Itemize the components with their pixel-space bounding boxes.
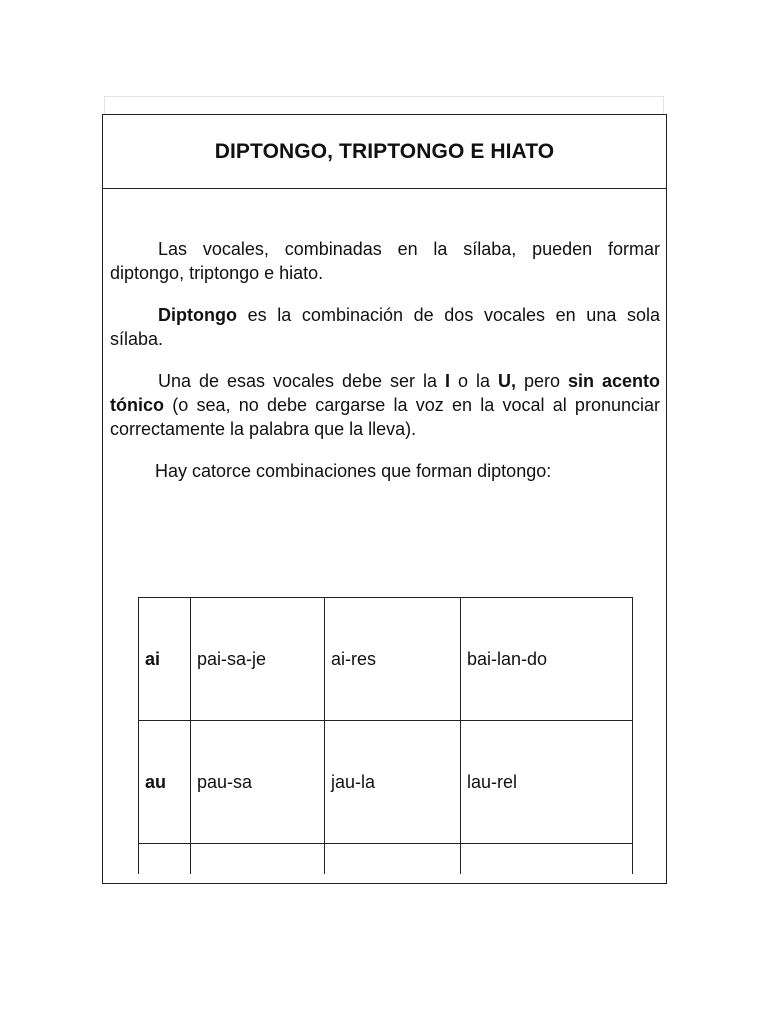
example-cell: pau-sa	[191, 721, 325, 844]
combo-cell: au	[139, 721, 191, 844]
combinations-text: Hay catorce combinaciones que forman diptongo:	[155, 461, 552, 481]
rule-text-a: Una de esas vocales debe ser la	[158, 371, 446, 391]
combo-cell: ai	[139, 598, 191, 721]
empty-cell	[461, 844, 633, 875]
table-row	[139, 598, 633, 721]
rule-text-e: (o sea, no debe cargarse la voz en la vocal al pronunciar correctamente la palabra que la lleva).	[110, 395, 660, 439]
page-top-edge	[104, 96, 664, 114]
definition-text: es la combinación de dos vocales en una sola sílaba.	[110, 305, 660, 349]
body-text	[110, 237, 660, 501]
document-frame	[102, 114, 667, 884]
example-cell: lau-rel	[461, 721, 633, 844]
diptongo-table	[138, 597, 633, 874]
empty-cell	[325, 844, 461, 875]
table-row-partial	[139, 844, 633, 875]
rule-text-d: pero	[516, 371, 568, 391]
empty-cell	[139, 844, 191, 875]
paragraph-intro	[110, 237, 660, 285]
sin-acento-tonico: sin acento tónico	[110, 371, 661, 415]
letter-i: I	[445, 371, 451, 391]
letter-u: U,	[498, 371, 516, 391]
intro-text: Las vocales, combinadas en la sílaba, pueden formar diptongo, triptongo e hiato.	[110, 239, 660, 283]
term-diptongo: Diptongo	[158, 305, 237, 325]
paragraph-diptongo-definition	[110, 303, 660, 351]
empty-cell	[191, 844, 325, 875]
paragraph-combinations-intro	[110, 459, 660, 483]
rule-text-c: o la	[450, 371, 498, 391]
example-cell: ai-res	[325, 598, 461, 721]
example-cell: jau-la	[325, 721, 461, 844]
example-cell: pai-sa-je	[191, 598, 325, 721]
paragraph-vowel-rule	[110, 369, 660, 441]
page-title: DIPTONGO, TRIPTONGO E HIATO	[214, 139, 555, 163]
title-box	[103, 115, 666, 189]
table-row	[139, 721, 633, 844]
example-cell: bai-lan-do	[461, 598, 633, 721]
